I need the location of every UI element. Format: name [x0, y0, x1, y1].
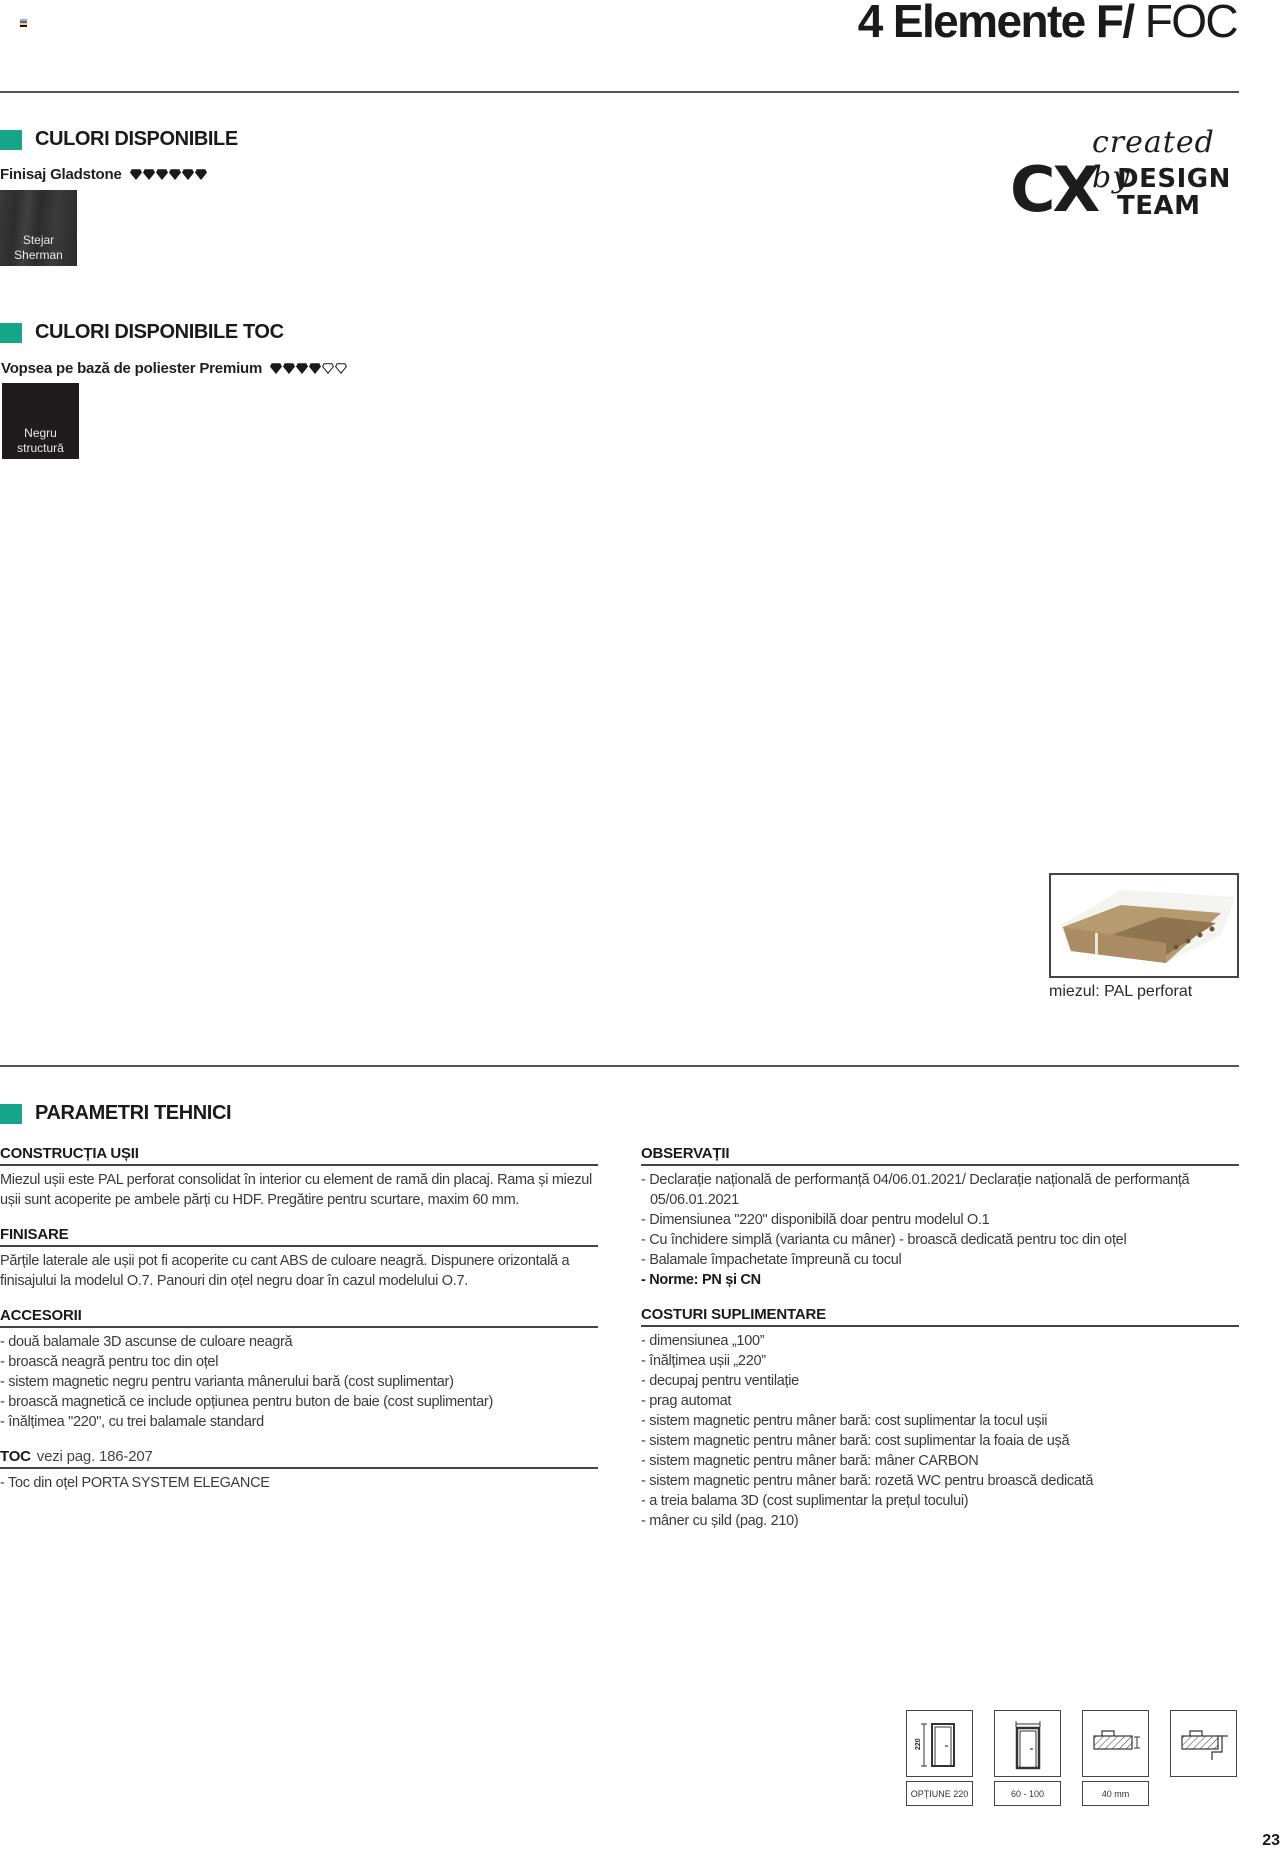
list-item: - sistem magnetic pentru mâner bară: mâner CARBON	[641, 1453, 979, 1469]
list-item: - sistem magnetic pentru mâner bară: rozetă WC pentru broască dedicată	[641, 1473, 1094, 1489]
diamond-filled-icon	[182, 169, 194, 180]
section-title: CULORI DISPONIBILE	[35, 128, 238, 150]
door-width-icon	[994, 1710, 1061, 1777]
diamond-empty-icon	[335, 363, 347, 374]
list-item: - înălțimea "220", cu trei balamale standard	[0, 1414, 264, 1430]
spec-label: OPȚIUNE 220	[906, 1781, 973, 1806]
logo-created-by: created by	[1092, 125, 1215, 195]
list-item: - Declarație națională de performanță 04/06.01.2021/ Declarație națională de performanță 05/06.01.2021	[641, 1172, 1190, 1208]
middle-divider	[0, 1065, 1239, 1067]
section-title: PARAMETRI TEHNICI	[35, 1102, 232, 1124]
diamond-filled-icon	[156, 169, 168, 180]
constructia-heading: CONSTRUCȚIA UȘII	[0, 1145, 598, 1166]
section-marker-icon	[0, 1104, 22, 1124]
section-culori-disponibile-toc	[0, 321, 284, 344]
diamond-filled-icon	[130, 169, 142, 180]
accesorii-list	[0, 1332, 598, 1432]
diamond-filled-icon	[309, 363, 321, 374]
spec-rebate	[1170, 1710, 1237, 1806]
section-title: CULORI DISPONIBILE TOC	[35, 321, 284, 343]
list-item: - sistem magnetic negru pentru varianta mânerului bară (cost suplimentar)	[0, 1374, 454, 1390]
finish-label: Vopsea pe bază de poliester Premium	[1, 360, 263, 377]
logo-cx: CX	[1010, 153, 1098, 226]
accesorii-heading: ACCESORII	[0, 1307, 598, 1328]
costuri-heading: COSTURI SUPLIMENTARE	[641, 1306, 1239, 1327]
spec-label: 40 mm	[1082, 1781, 1149, 1806]
list-item: - înălțimea ușii „220”	[641, 1353, 766, 1369]
pal-core-illustration-icon	[1051, 875, 1237, 976]
finish-gladstone	[0, 166, 207, 183]
list-item: - a treia balama 3D (cost suplimentar la prețul tocului)	[641, 1493, 969, 1509]
list-item: - două balamale 3D ascunse de culoare neagră	[0, 1334, 293, 1350]
page-title	[857, 0, 1237, 47]
cx-design-team-logo	[1010, 125, 1255, 225]
constructia-text: Miezul ușii este PAL perforat consolidat în interior cu element de ramă din placaj. Rama și miezul ușii sunt acoperite pe ambele părți cu HDF. Pregătire pentru scurtare, maxim 60 mm.	[0, 1172, 592, 1208]
swatch-stejar-sherman[interactable]	[0, 190, 77, 266]
diamond-filled-icon	[169, 169, 181, 180]
logo-design: DESIGN	[1117, 164, 1231, 194]
block-constructia	[0, 1145, 598, 1210]
finisare-heading: FINISARE	[0, 1226, 598, 1247]
door-thickness-icon	[1082, 1710, 1149, 1777]
params-left-column	[0, 1145, 598, 1509]
block-observatii	[641, 1145, 1239, 1290]
finisare-text: Părțile laterale ale ușii pot fi acoperite cu cant ABS de culoare neagră. Dispunere orizontală a finisajului la modelul O.7. Panouri din oțel negru doar în cazul modelului O.7.	[0, 1253, 570, 1289]
rating-diamonds	[130, 169, 207, 180]
section-marker-icon	[0, 323, 22, 343]
list-item: - decupaj pentru ventilație	[641, 1373, 799, 1389]
section-marker-icon	[0, 130, 22, 150]
params-right-column	[641, 1145, 1239, 1547]
finish-vopsea	[1, 360, 347, 377]
toc-heading	[0, 1448, 598, 1469]
section-parametri-tehnici	[0, 1102, 231, 1125]
diamond-filled-icon	[283, 363, 295, 374]
diamond-filled-icon	[195, 169, 207, 180]
spec-thickness	[1082, 1710, 1149, 1806]
list-item: - broască magnetică ce include opțiunea pentru buton de baie (cost suplimentar)	[0, 1394, 493, 1410]
list-item: - Balamale împachetate împreună cu tocul	[641, 1252, 902, 1268]
cmyk-black	[20, 25, 27, 27]
diamond-filled-icon	[143, 169, 155, 180]
spec-option-220	[906, 1710, 973, 1806]
svg-text:220: 220	[914, 1737, 922, 1750]
door-height-icon	[906, 1710, 973, 1777]
block-toc	[0, 1448, 598, 1493]
finish-label: Finisaj Gladstone	[0, 166, 122, 183]
list-item: - Cu închidere simplă (varianta cu mâner) - broască dedicată pentru toc din oțel	[641, 1232, 1127, 1248]
spec-icons-row	[906, 1710, 1237, 1806]
rating-diamonds	[270, 363, 347, 374]
block-costuri	[641, 1306, 1239, 1531]
list-item: - Toc din oțel PORTA SYSTEM ELEGANCE	[0, 1475, 270, 1491]
top-divider	[0, 91, 1239, 93]
norme-item: - Norme: PN și CN	[641, 1272, 761, 1288]
observatii-heading: OBSERVAȚII	[641, 1145, 1239, 1166]
section-culori-disponibile	[0, 128, 238, 151]
logo-team: TEAM	[1117, 191, 1201, 221]
toc-page-ref-link[interactable]: vezi pag. 186-207	[36, 1448, 153, 1465]
page-title-light: FOC	[1133, 0, 1237, 47]
core-image-pal-perforat	[1049, 873, 1239, 978]
list-item: - broască neagră pentru toc din oțel	[0, 1354, 219, 1370]
diamond-filled-icon	[296, 363, 308, 374]
core-caption: miezul: PAL perforat	[1049, 983, 1193, 1000]
list-item: - prag automat	[641, 1393, 732, 1409]
toc-heading-label: TOC	[0, 1448, 31, 1465]
swatch-negru-structura[interactable]	[2, 383, 79, 459]
swatch-label-line1: Stejar	[22, 233, 55, 248]
list-item: - mâner cu șild (pag. 210)	[641, 1513, 799, 1529]
list-item: - sistem magnetic pentru mâner bară: cost suplimentar la tocul ușii	[641, 1413, 1048, 1429]
spec-label: 60 - 100	[994, 1781, 1061, 1806]
page-number: 23	[1262, 1832, 1280, 1849]
swatch-label-line2: Sherman	[14, 247, 63, 262]
swatch-label-line1: Negru	[24, 426, 57, 441]
door-rebate-icon	[1170, 1710, 1237, 1777]
block-finisare	[0, 1226, 598, 1291]
list-item: - sistem magnetic pentru mâner bară: cost suplimentar la foaia de ușă	[641, 1433, 1070, 1449]
diamond-empty-icon	[322, 363, 334, 374]
diamond-filled-icon	[270, 363, 282, 374]
spec-width	[994, 1710, 1061, 1806]
list-item: - Dimensiunea "220" disponibilă doar pentru modelul O.1	[641, 1212, 990, 1228]
page-title-bold: 4 Elemente F/	[857, 0, 1134, 47]
block-accesorii	[0, 1307, 598, 1432]
list-item: - dimensiunea „100”	[641, 1333, 765, 1349]
cmyk-marker-icon	[20, 19, 27, 27]
swatch-label-line2: structură	[17, 440, 64, 455]
